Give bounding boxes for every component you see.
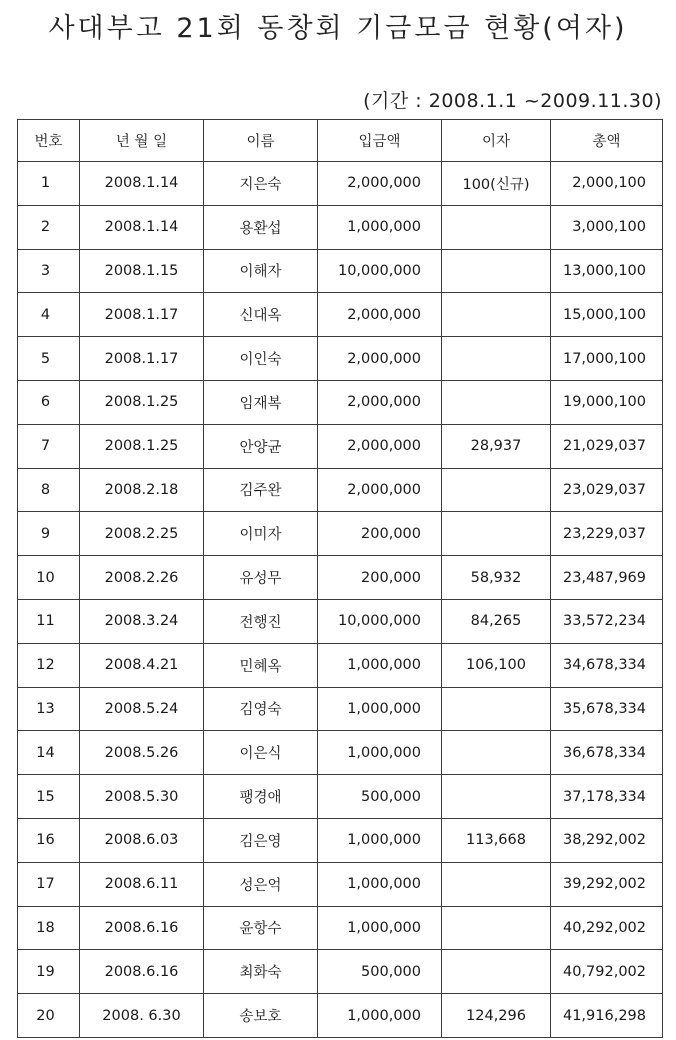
cell-deposit: 1,000,000 bbox=[318, 906, 442, 950]
cell-date: 2008.1.25 bbox=[80, 380, 204, 424]
cell-interest bbox=[442, 468, 551, 512]
cell-total: 35,678,334 bbox=[551, 687, 663, 731]
table-row bbox=[18, 424, 663, 468]
table-row bbox=[18, 862, 663, 906]
cell-number: 11 bbox=[18, 599, 80, 643]
cell-total: 37,178,334 bbox=[551, 775, 663, 819]
cell-date: 2008.1.14 bbox=[80, 162, 204, 206]
cell-deposit: 1,000,000 bbox=[318, 687, 442, 731]
cell-deposit: 2,000,000 bbox=[318, 162, 442, 206]
cell-name: 신대옥 bbox=[204, 293, 318, 337]
table-row bbox=[18, 162, 663, 206]
cell-number: 7 bbox=[18, 424, 80, 468]
cell-interest bbox=[442, 862, 551, 906]
table-row bbox=[18, 687, 663, 731]
cell-total: 21,029,037 bbox=[551, 424, 663, 468]
cell-number: 2 bbox=[18, 205, 80, 249]
page-title: 사대부고 21회 동창회 기금모금 현황(여자) bbox=[48, 13, 628, 44]
cell-deposit: 500,000 bbox=[318, 950, 442, 994]
cell-name: 성은억 bbox=[204, 862, 318, 906]
cell-interest bbox=[442, 950, 551, 994]
cell-number: 4 bbox=[18, 293, 80, 337]
cell-deposit: 2,000,000 bbox=[318, 337, 442, 381]
cell-deposit: 10,000,000 bbox=[318, 599, 442, 643]
cell-interest: 58,932 bbox=[442, 556, 551, 600]
cell-deposit: 200,000 bbox=[318, 556, 442, 600]
cell-name: 이미자 bbox=[204, 512, 318, 556]
cell-total: 17,000,100 bbox=[551, 337, 663, 381]
cell-deposit: 2,000,000 bbox=[318, 380, 442, 424]
cell-number: 10 bbox=[18, 556, 80, 600]
cell-date: 2008.3.24 bbox=[80, 599, 204, 643]
cell-name: 김주완 bbox=[204, 468, 318, 512]
table-row bbox=[18, 599, 663, 643]
cell-total: 13,000,100 bbox=[551, 249, 663, 293]
cell-total: 40,292,002 bbox=[551, 906, 663, 950]
cell-interest bbox=[442, 380, 551, 424]
cell-number: 8 bbox=[18, 468, 80, 512]
table-row bbox=[18, 818, 663, 862]
cell-total: 34,678,334 bbox=[551, 643, 663, 687]
cell-date: 2008.5.24 bbox=[80, 687, 204, 731]
table-row bbox=[18, 775, 663, 819]
table-row bbox=[18, 293, 663, 337]
cell-date: 2008.5.26 bbox=[80, 731, 204, 775]
col-header-number: 번호 bbox=[18, 120, 80, 162]
cell-number: 6 bbox=[18, 380, 80, 424]
cell-date: 2008.1.17 bbox=[80, 337, 204, 381]
cell-name: 이인숙 bbox=[204, 337, 318, 381]
table-row bbox=[18, 337, 663, 381]
cell-name: 지은숙 bbox=[204, 162, 318, 206]
table-row bbox=[18, 994, 663, 1038]
cell-total: 23,487,969 bbox=[551, 556, 663, 600]
cell-interest: 113,668 bbox=[442, 818, 551, 862]
cell-deposit: 500,000 bbox=[318, 775, 442, 819]
table-row bbox=[18, 643, 663, 687]
cell-deposit: 1,000,000 bbox=[318, 818, 442, 862]
cell-date: 2008.2.25 bbox=[80, 512, 204, 556]
period-range: (기간 : 2008.1.1 ~2009.11.30) bbox=[363, 90, 662, 112]
cell-interest bbox=[442, 775, 551, 819]
cell-deposit: 200,000 bbox=[318, 512, 442, 556]
col-header-interest: 이자 bbox=[442, 120, 551, 162]
table-row bbox=[18, 731, 663, 775]
cell-total: 41,916,298 bbox=[551, 994, 663, 1038]
cell-deposit: 1,000,000 bbox=[318, 205, 442, 249]
cell-interest: 124,296 bbox=[442, 994, 551, 1038]
cell-total: 36,678,334 bbox=[551, 731, 663, 775]
table-row bbox=[18, 380, 663, 424]
cell-interest: 106,100 bbox=[442, 643, 551, 687]
cell-date: 2008.1.14 bbox=[80, 205, 204, 249]
cell-interest bbox=[442, 337, 551, 381]
cell-total: 19,000,100 bbox=[551, 380, 663, 424]
cell-total: 23,229,037 bbox=[551, 512, 663, 556]
cell-deposit: 2,000,000 bbox=[318, 293, 442, 337]
cell-name: 송보호 bbox=[204, 994, 318, 1038]
cell-name: 유성무 bbox=[204, 556, 318, 600]
cell-number: 1 bbox=[18, 162, 80, 206]
cell-interest bbox=[442, 293, 551, 337]
cell-total: 38,292,002 bbox=[551, 818, 663, 862]
cell-number: 19 bbox=[18, 950, 80, 994]
cell-interest bbox=[442, 512, 551, 556]
cell-total: 23,029,037 bbox=[551, 468, 663, 512]
cell-number: 18 bbox=[18, 906, 80, 950]
table-row bbox=[18, 205, 663, 249]
cell-number: 9 bbox=[18, 512, 80, 556]
cell-deposit: 2,000,000 bbox=[318, 424, 442, 468]
cell-date: 2008.1.25 bbox=[80, 424, 204, 468]
cell-interest: 28,937 bbox=[442, 424, 551, 468]
cell-date: 2008.2.26 bbox=[80, 556, 204, 600]
cell-interest bbox=[442, 205, 551, 249]
cell-name: 김은영 bbox=[204, 818, 318, 862]
cell-name: 윤항수 bbox=[204, 906, 318, 950]
table-row bbox=[18, 950, 663, 994]
cell-name: 최화숙 bbox=[204, 950, 318, 994]
cell-number: 13 bbox=[18, 687, 80, 731]
cell-date: 2008.6.16 bbox=[80, 906, 204, 950]
cell-number: 14 bbox=[18, 731, 80, 775]
col-header-name: 이름 bbox=[204, 120, 318, 162]
cell-interest bbox=[442, 249, 551, 293]
cell-total: 2,000,100 bbox=[551, 162, 663, 206]
cell-interest bbox=[442, 906, 551, 950]
table-row bbox=[18, 512, 663, 556]
cell-deposit: 1,000,000 bbox=[318, 994, 442, 1038]
cell-name: 이해자 bbox=[204, 249, 318, 293]
fund-table bbox=[17, 119, 663, 1038]
cell-number: 20 bbox=[18, 994, 80, 1038]
table-row bbox=[18, 468, 663, 512]
cell-number: 17 bbox=[18, 862, 80, 906]
cell-date: 2008. 6.30 bbox=[80, 994, 204, 1038]
cell-date: 2008.4.21 bbox=[80, 643, 204, 687]
cell-name: 임재복 bbox=[204, 380, 318, 424]
col-header-deposit: 입금액 bbox=[318, 120, 442, 162]
cell-name: 민혜옥 bbox=[204, 643, 318, 687]
cell-date: 2008.5.30 bbox=[80, 775, 204, 819]
cell-date: 2008.6.11 bbox=[80, 862, 204, 906]
cell-name: 용환섭 bbox=[204, 205, 318, 249]
cell-number: 5 bbox=[18, 337, 80, 381]
cell-date: 2008.2.18 bbox=[80, 468, 204, 512]
cell-deposit: 10,000,000 bbox=[318, 249, 442, 293]
cell-deposit: 1,000,000 bbox=[318, 862, 442, 906]
col-header-total: 총액 bbox=[551, 120, 663, 162]
cell-interest bbox=[442, 687, 551, 731]
cell-name: 김영숙 bbox=[204, 687, 318, 731]
cell-total: 3,000,100 bbox=[551, 205, 663, 249]
cell-name: 안양균 bbox=[204, 424, 318, 468]
cell-date: 2008.1.17 bbox=[80, 293, 204, 337]
table-row bbox=[18, 556, 663, 600]
cell-total: 40,792,002 bbox=[551, 950, 663, 994]
cell-date: 2008.6.03 bbox=[80, 818, 204, 862]
cell-interest: 100(신규) bbox=[442, 162, 551, 206]
table-row bbox=[18, 249, 663, 293]
cell-number: 3 bbox=[18, 249, 80, 293]
cell-total: 33,572,234 bbox=[551, 599, 663, 643]
cell-name: 팽경애 bbox=[204, 775, 318, 819]
cell-total: 39,292,002 bbox=[551, 862, 663, 906]
header-row bbox=[18, 120, 663, 162]
cell-number: 16 bbox=[18, 818, 80, 862]
cell-deposit: 1,000,000 bbox=[318, 643, 442, 687]
cell-number: 15 bbox=[18, 775, 80, 819]
table-body bbox=[18, 162, 663, 1038]
cell-deposit: 2,000,000 bbox=[318, 468, 442, 512]
cell-date: 2008.1.15 bbox=[80, 249, 204, 293]
cell-interest bbox=[442, 731, 551, 775]
cell-name: 전행진 bbox=[204, 599, 318, 643]
table-row bbox=[18, 906, 663, 950]
col-header-date: 년 월 일 bbox=[80, 120, 204, 162]
cell-name: 이은식 bbox=[204, 731, 318, 775]
cell-interest: 84,265 bbox=[442, 599, 551, 643]
table-header bbox=[18, 120, 663, 162]
cell-date: 2008.6.16 bbox=[80, 950, 204, 994]
cell-number: 12 bbox=[18, 643, 80, 687]
cell-deposit: 1,000,000 bbox=[318, 731, 442, 775]
cell-total: 15,000,100 bbox=[551, 293, 663, 337]
